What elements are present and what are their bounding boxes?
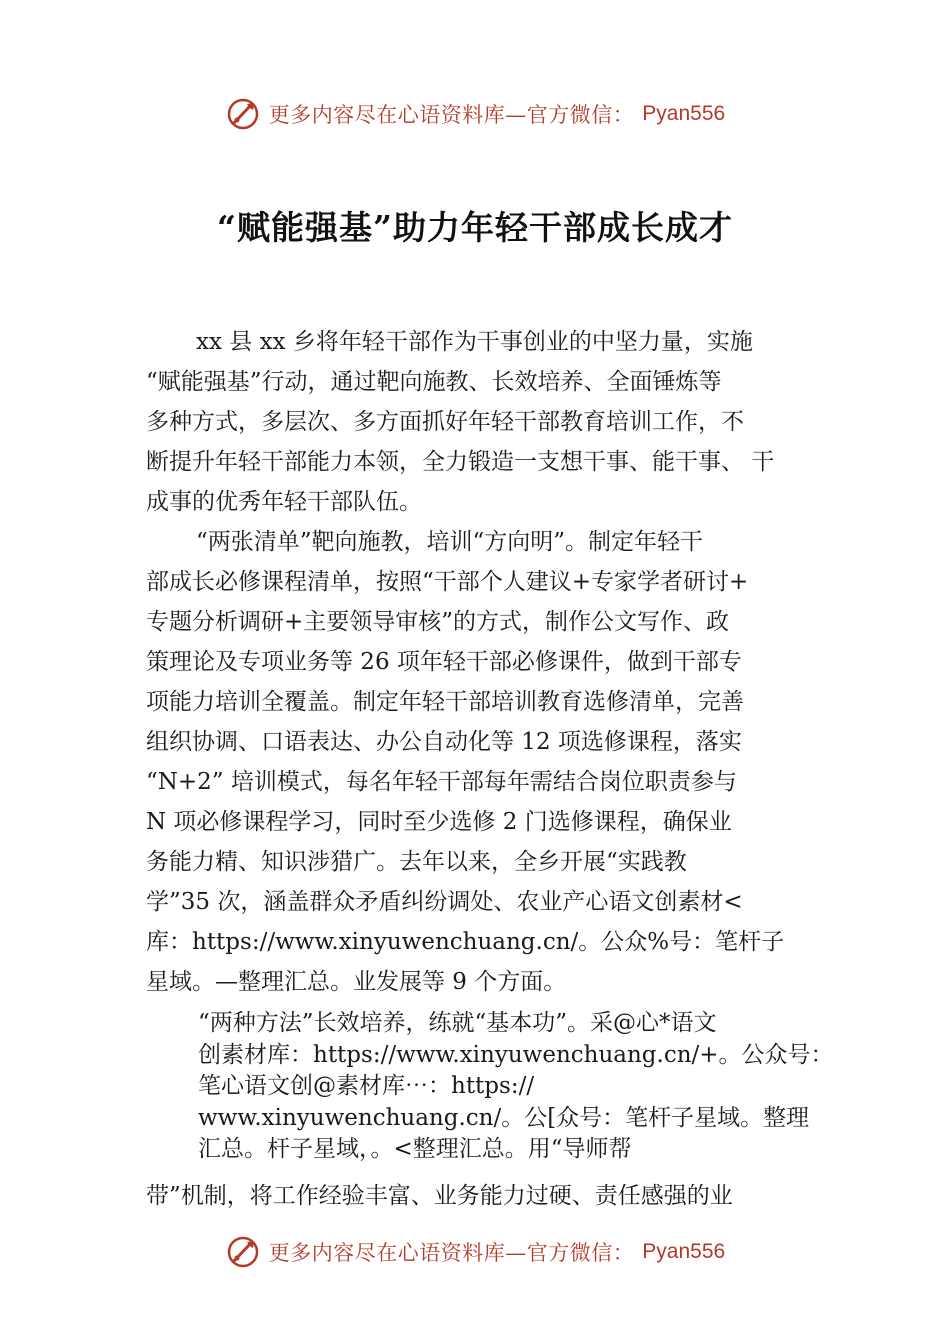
text-line: “两张清单”靶向施教，培训“方向明”。制定年轻干 [196, 529, 704, 555]
quill-logo-icon [225, 96, 261, 132]
text-line: 专题分析调研+主要领导审核”的方式，制作公文写作、政 [146, 609, 730, 635]
text-line: 部成长必修课程清单，按照“干部个人建议+专家学者研讨+ [146, 569, 749, 595]
footer-watermark-banner [0, 1234, 950, 1270]
text-line: “赋能强基”行动，通过靶向施教、长效培养、全面锤炼等 [146, 369, 722, 395]
text-line: 库：https://www.xinyuwenchuang.cn/。公众%号：笔杆子 [146, 929, 785, 955]
text-line: 项能力培训全覆盖。制定年轻干部培训教育选修清单，完善 [146, 689, 744, 715]
text-line: N 项必修课程学习，同时至少选修 2 门选修课程，确保业 [146, 809, 732, 835]
text-line: 组织协调、口语表达、办公自动化等 12 项选修课程，落实 [146, 729, 742, 755]
banner-wechat-id: Pyan556 [642, 102, 726, 125]
text-line: xx 县 xx 乡将年轻干部作为干事创业的中坚力量，实施 [196, 329, 753, 355]
banner-wechat-id: Pyan556 [642, 1240, 726, 1263]
quill-logo-icon [225, 1234, 261, 1270]
text-line: 带”机制，将工作经验丰富、业务能力过硬、责任感强的业 [146, 1182, 733, 1209]
text-line: 汇总。杆子星域，。<整理汇总。用“导师帮 [198, 1136, 632, 1162]
text-line: 笔心语文创@素材库⋯：https:// [198, 1073, 535, 1099]
header-watermark-banner [0, 96, 950, 132]
banner-text: 更多内容尽在心语资料库—官方微信： [268, 1241, 635, 1265]
banner-text: 更多内容尽在心语资料库—官方微信： [268, 103, 635, 127]
text-line: 创素材库：https://www.xinyuwenchuang.cn/+。公众号： [198, 1041, 834, 1068]
document-title: “赋能强基”助力年轻干部成长成才 [217, 208, 733, 247]
text-line: 星域。—整理汇总。业发展等 9 个方面。 [146, 969, 567, 995]
text-line: 务能力精、知识涉猎广。去年以来，全乡开展“实践教 [146, 849, 687, 875]
document-body [146, 322, 834, 1216]
text-line: 策理论及专项业务等 26 项年轻干部必修课件，做到干部专 [146, 649, 742, 675]
text-line: 多种方式，多层次、多方面抓好年轻干部教育培训工作，不 [146, 409, 744, 435]
text-line: www.xinyuwenchuang.cn/。公[众号：笔杆子星域。整理 [198, 1104, 810, 1131]
text-line: “N+2” 培训模式，每名年轻干部每年需结合岗位职责参与 [146, 769, 737, 795]
text-line: “两种方法”长效培养，练就“基本功”。采@心*语文 [198, 1010, 717, 1036]
text-line: 学”35 次，涵盖群众矛盾纠纷调处、农业产心语文创素材< [146, 889, 743, 915]
text-line: 成事的优秀年轻干部队伍。 [146, 489, 422, 515]
text-line: 断提升年轻干部能力本领，全力锻造一支想干事、能干事、 干 [146, 449, 775, 475]
